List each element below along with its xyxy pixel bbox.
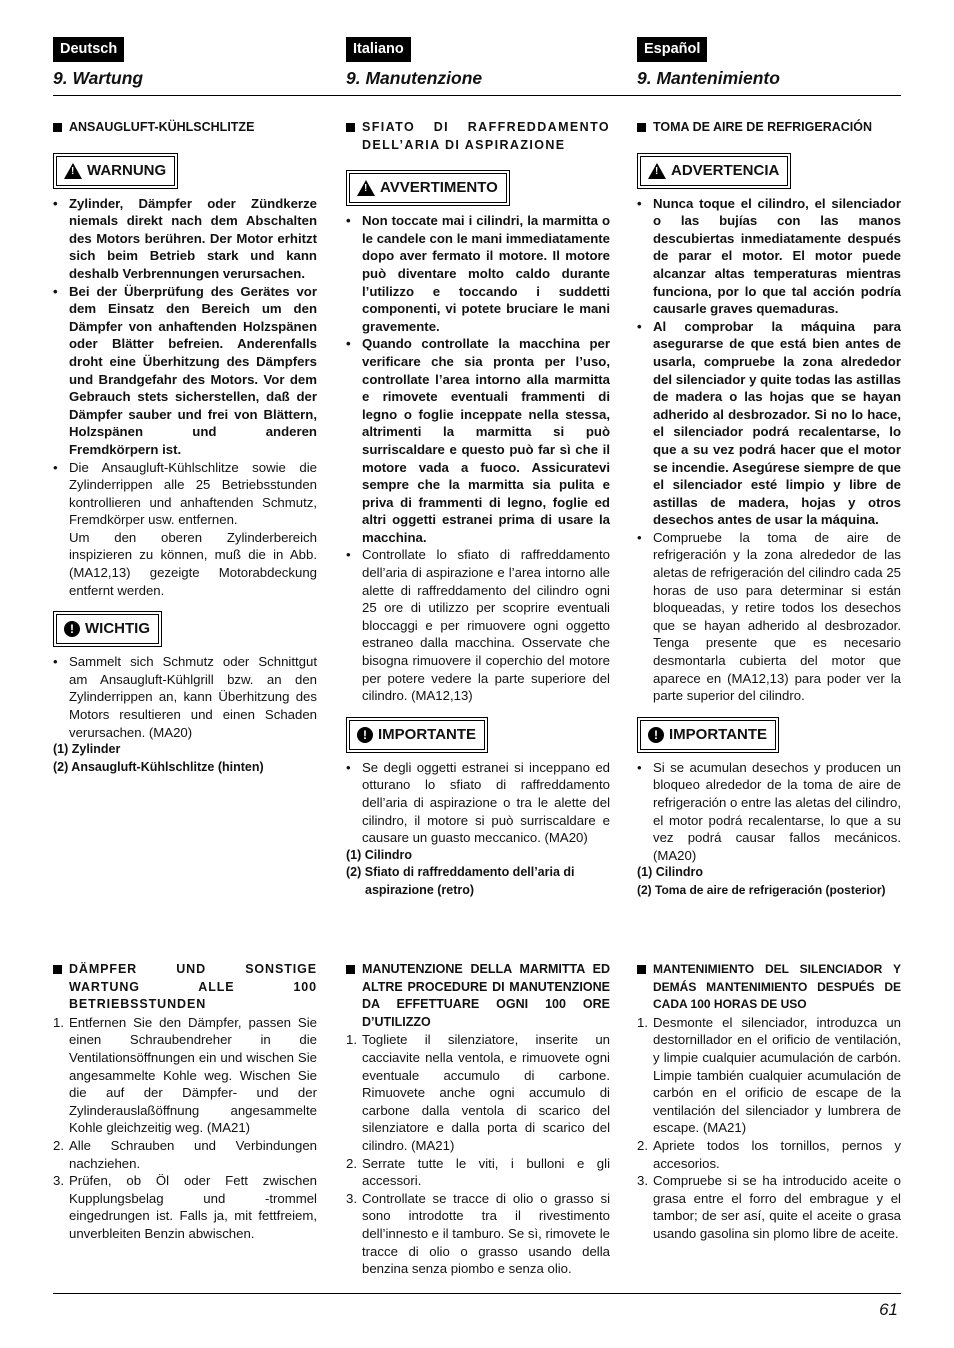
warning-list bbox=[53, 195, 317, 529]
notice-list bbox=[53, 653, 317, 741]
subsection-heading: MANUTENZIONE DELLA MARMITTA ED ALTRE PROCEDURE DI MANUTENZIONE DA EFFETTUARE OGNI 100 ORE D’UTILIZZO bbox=[346, 961, 610, 1031]
bullet-square-icon bbox=[53, 965, 62, 974]
list-item: • Se degli oggetti estranei si inceppano ed otturano lo sfiato di raffreddamento dell’aria di aspirazione o tra le alette del cilindro, il motore si può surriscaldare e causare un guasto meccanico. (MA20) bbox=[346, 759, 610, 847]
italiano-block-1 bbox=[346, 119, 610, 900]
warning-triangle-icon bbox=[357, 180, 375, 196]
steps-list bbox=[53, 1014, 317, 1243]
list-item: • Compruebe la toma de aire de refrigeración y la zona alrededor de las aletas de refrigeración del cilindro cada 25 horas de uso para determinar si están bloqueadas, y retire todos los desechos que se hayan adherido al desbrozador. Tenga presente que es necesario desmontarla cubierta del motor que aparece en (MA12,13) para poder ver la parte superior del cilindro. bbox=[637, 529, 901, 705]
page-number: 61 bbox=[879, 1300, 898, 1319]
column-italiano bbox=[346, 37, 610, 89]
warning-label: ADVERTENCIA bbox=[671, 161, 780, 179]
list-item: 3. Compruebe si se ha introducido aceite o grasa entre el forro del embrague y el tambor; de ser así, quite el aceite o grasa usando gasolina sin plomo libre de aceite. bbox=[637, 1173, 901, 1241]
notice-box bbox=[637, 717, 779, 753]
list-item: • Al comprobar la máquina para asegurarse de que está bien antes de usarla, compruebe la zona alrededor del silenciador y quite todas las astillas de madera o las hojas que se hayan adherido al desbrozador. Si no lo hace, el silenciador podrá recalentarse, lo que a su vez podrá hacer que el motor se incendie. Asegúrese siempre de que el silenciador esté limpio y libre de astillas de madera, hojas y otros desechos antes de usar la máquina. bbox=[637, 318, 901, 529]
top-rule bbox=[53, 95, 901, 96]
subsection-heading: TOMA DE AIRE DE REFRIGERACIÓN bbox=[637, 119, 901, 137]
exclamation-icon: ! bbox=[648, 727, 664, 743]
language-tab: Deutsch bbox=[53, 37, 124, 62]
notice-label: WICHTIG bbox=[85, 620, 150, 638]
bullet-square-icon bbox=[346, 965, 355, 974]
figure-caption: (2) Sfiato di raffreddamento dell’aria di aspirazione (retro) bbox=[346, 865, 575, 897]
list-item: • Quando controllate la macchina per verificare che sia pronta per l’uso, controllate l’area intorno alla marmitta e rimovete eventuali frammenti di legno o foglie inceppate nella stessa, altrimenti la marmitta si può surriscaldare e questo può far sì che il motore vada a fuoco. Assicuratevi sempre che la marmitta sia pulita e priva di frammenti di legno, foglie ed altri oggetti estranei prima di usare la macchina. bbox=[346, 335, 610, 546]
section-title: 9. Manutenzione bbox=[346, 68, 483, 88]
figure-caption: (1) Zylinder bbox=[53, 742, 121, 757]
list-item: 3. Controllate se tracce di olio o grasso si sono introdotte tra il rivestimento dell’innesto e il tamburo. Se sì, rimovete le tracce di olio o grasso usando della benzina senza piombo e senza olio. bbox=[346, 1190, 610, 1277]
italiano-block-2 bbox=[346, 961, 610, 1278]
list-item: 2. Alle Schrauben und Verbindungen nachziehen. bbox=[53, 1137, 317, 1171]
list-item: • Die Ansaugluft-Kühlschlitze sowie die Zylinderrippen alle 25 Betriebsstunden kontrollieren und anhaftenden Schmutz, Fremdkörper usw. entfernen. bbox=[53, 459, 317, 529]
subsection-heading: SFIATO DI RAFFREDDAMENTO DELL’ARIA DI ASPIRAZIONE bbox=[346, 119, 610, 154]
warning-box bbox=[346, 170, 510, 206]
section-title: 9. Mantenimiento bbox=[637, 68, 780, 88]
subsection-heading: ANSAUGLUFT-KÜHLSCHLITZE bbox=[53, 119, 317, 137]
bullet-square-icon bbox=[53, 123, 62, 132]
warning-box bbox=[53, 153, 178, 189]
subsection-heading: DÄMPFER UND SONSTIGE WARTUNG ALLE 100 BETRIEBSSTUNDEN bbox=[53, 961, 317, 1014]
notice-list bbox=[637, 759, 901, 865]
section-title: 9. Wartung bbox=[53, 68, 144, 88]
bullet-square-icon bbox=[637, 965, 646, 974]
warning-label: AVVERTIMENTO bbox=[380, 179, 498, 197]
notice-label: IMPORTANTE bbox=[378, 725, 477, 743]
notice-list bbox=[346, 759, 610, 847]
deutsch-block-2 bbox=[53, 961, 317, 1243]
exclamation-icon: ! bbox=[357, 727, 373, 743]
list-item: • Controllate lo sfiato di raffreddamento dell’aria di aspirazione e l’area intorno alle alette di raffreddamento del cilindro ogni 25 ore di utilizzo per scoprire eventuali bloccaggi e per rimuovere ogni oggetto estraneo dalla macchina. Osservate che bisogna rimuovere il coperchio del motore per potere vedere la parte superiore del cilindro. (MA12,13) bbox=[346, 546, 610, 704]
list-item: • Nunca toque el cilindro, el silenciador o las bujías con las manos descubiertas inmediatamente después de parar el motor. El motor puede alcanzar altas temperaturas mientras funciona, por lo que tal acción podría causarle graves quemaduras. bbox=[637, 195, 901, 318]
figure-caption: (1) Cilindro bbox=[346, 847, 412, 862]
warning-list bbox=[637, 195, 901, 705]
list-item: • Zylinder, Dämpfer oder Zündkerze niemals direkt nach dem Abschalten des Motors berühren. Der Motor erhitzt sich beim Betrieb stark und kann deshalb Verbrennungen verursachen. bbox=[53, 195, 317, 283]
bullet-square-icon bbox=[346, 123, 355, 132]
list-item: • Bei der Überprüfung des Gerätes vor dem Einsatz den Bereich um den Dämpfer von anhaftenden Holzspänen oder Blätter befreien. Anderenfalls droht eine Überhitzung des Dämpfers und Brandgefahr des Motors. Vor dem Gebrauch stets sicherstellen, daß der Dämpfer sauber und frei von Blättern, Holzspänen und anderen Fremdkörpern ist. bbox=[53, 283, 317, 459]
list-item: • Si se acumulan desechos y producen un bloqueo alrededor de la toma de aire de refrigeración o entre las aletas del cilindro, el motor podrá recalentarse, lo que a su vez podrá causar fallos mecánicos. (MA20) bbox=[637, 759, 901, 865]
subsection-heading: MANTENIMIENTO DEL SILENCIADOR Y DEMÁS MANTENIMIENTO DESPUÉS DE CADA 100 HORAS DE USO bbox=[637, 961, 901, 1014]
steps-list bbox=[637, 1014, 901, 1243]
figure-caption: (1) Cilindro bbox=[637, 865, 703, 880]
notice-box bbox=[53, 611, 162, 647]
list-item: 2. Serrate tutte le viti, i bulloni e gli accessori. bbox=[346, 1155, 610, 1189]
list-item: 1. Togliete il silenziatore, inserite un cacciavite nella ventola, e rimuovete ogni eventuale accumulo di carbone. Rimuovete anche ogni accumulo di carbone dalla ventola di scarico del silenziatore e dalla porta di scarico del cilindro. (MA21) bbox=[346, 1032, 610, 1153]
column-espanol bbox=[637, 37, 901, 89]
language-tab: Español bbox=[637, 37, 707, 62]
steps-list bbox=[346, 1031, 610, 1277]
espanol-block-2 bbox=[637, 961, 901, 1243]
list-item: • Sammelt sich Schmutz oder Schnittgut am Ansaugluft-Kühlgrill bzw. an den Zylinderrippen an, kann Überhitzung des Motors resultieren und einen Schaden verursachen. (MA20) bbox=[53, 653, 317, 741]
language-tab: Italiano bbox=[346, 37, 411, 62]
list-item: 1. Desmonte el silenciador, introduzca un destornillador en el orificio de ventilación, y limpie cualquier acumulación de carbón. Limpie también cualquier acumulación de carbón en el orificio de escape de la ventilación del silenciador y lumbrera de escape. (MA21) bbox=[637, 1014, 901, 1136]
warning-label: WARNUNG bbox=[87, 161, 167, 179]
list-item: 3. Prüfen, ob Öl oder Fett zwischen Kupplungsbelag und -trommel eingedrungen ist. Falls ja, mit fettfreiem, unverbleiten Benzin abwischen. bbox=[53, 1173, 317, 1241]
espanol-block-1 bbox=[637, 119, 901, 900]
warning-box bbox=[637, 153, 791, 189]
warning-list bbox=[346, 212, 610, 705]
warning-triangle-icon bbox=[64, 163, 82, 179]
paragraph: Um den oberen Zylinderbereich inspizieren zu können, muß die in Abb. (MA12,13) gezeigte Motorabdeckung entfernt werden. bbox=[69, 529, 317, 598]
notice-label: IMPORTANTE bbox=[669, 725, 768, 743]
warning-triangle-icon bbox=[648, 163, 666, 179]
column-deutsch bbox=[53, 37, 317, 89]
notice-box bbox=[346, 717, 488, 753]
deutsch-block-1 bbox=[53, 119, 317, 776]
list-item: 1. Entfernen Sie den Dämpfer, passen Sie einen Schraubendreher in die Ventilationsöffnungen ein und wischen Sie angesammelte Kohle weg. Wischen Sie die auf der Dämpfer- und der Zylinderauslaßöffnung angesammelte Kohle gleichzeitig weg. (MA21) bbox=[53, 1014, 317, 1136]
bottom-rule bbox=[53, 1293, 901, 1294]
bullet-square-icon bbox=[637, 123, 646, 132]
figure-caption: (2) Ansaugluft-Kühlschlitze (hinten) bbox=[53, 759, 264, 774]
figure-caption: (2) Toma de aire de refrigeración (posterior) bbox=[637, 882, 886, 897]
list-item: • Non toccate mai i cilindri, la marmitta o le candele con le mani immediatamente dopo aver fermato il motore. Il motore può diventare molto caldo durante l’utilizzo e toccando i suddetti componenti, vi potete bruciare le mani gravemente. bbox=[346, 212, 610, 335]
list-item: 2. Apriete todos los tornillos, pernos y accesorios. bbox=[637, 1137, 901, 1171]
exclamation-icon: ! bbox=[64, 621, 80, 637]
